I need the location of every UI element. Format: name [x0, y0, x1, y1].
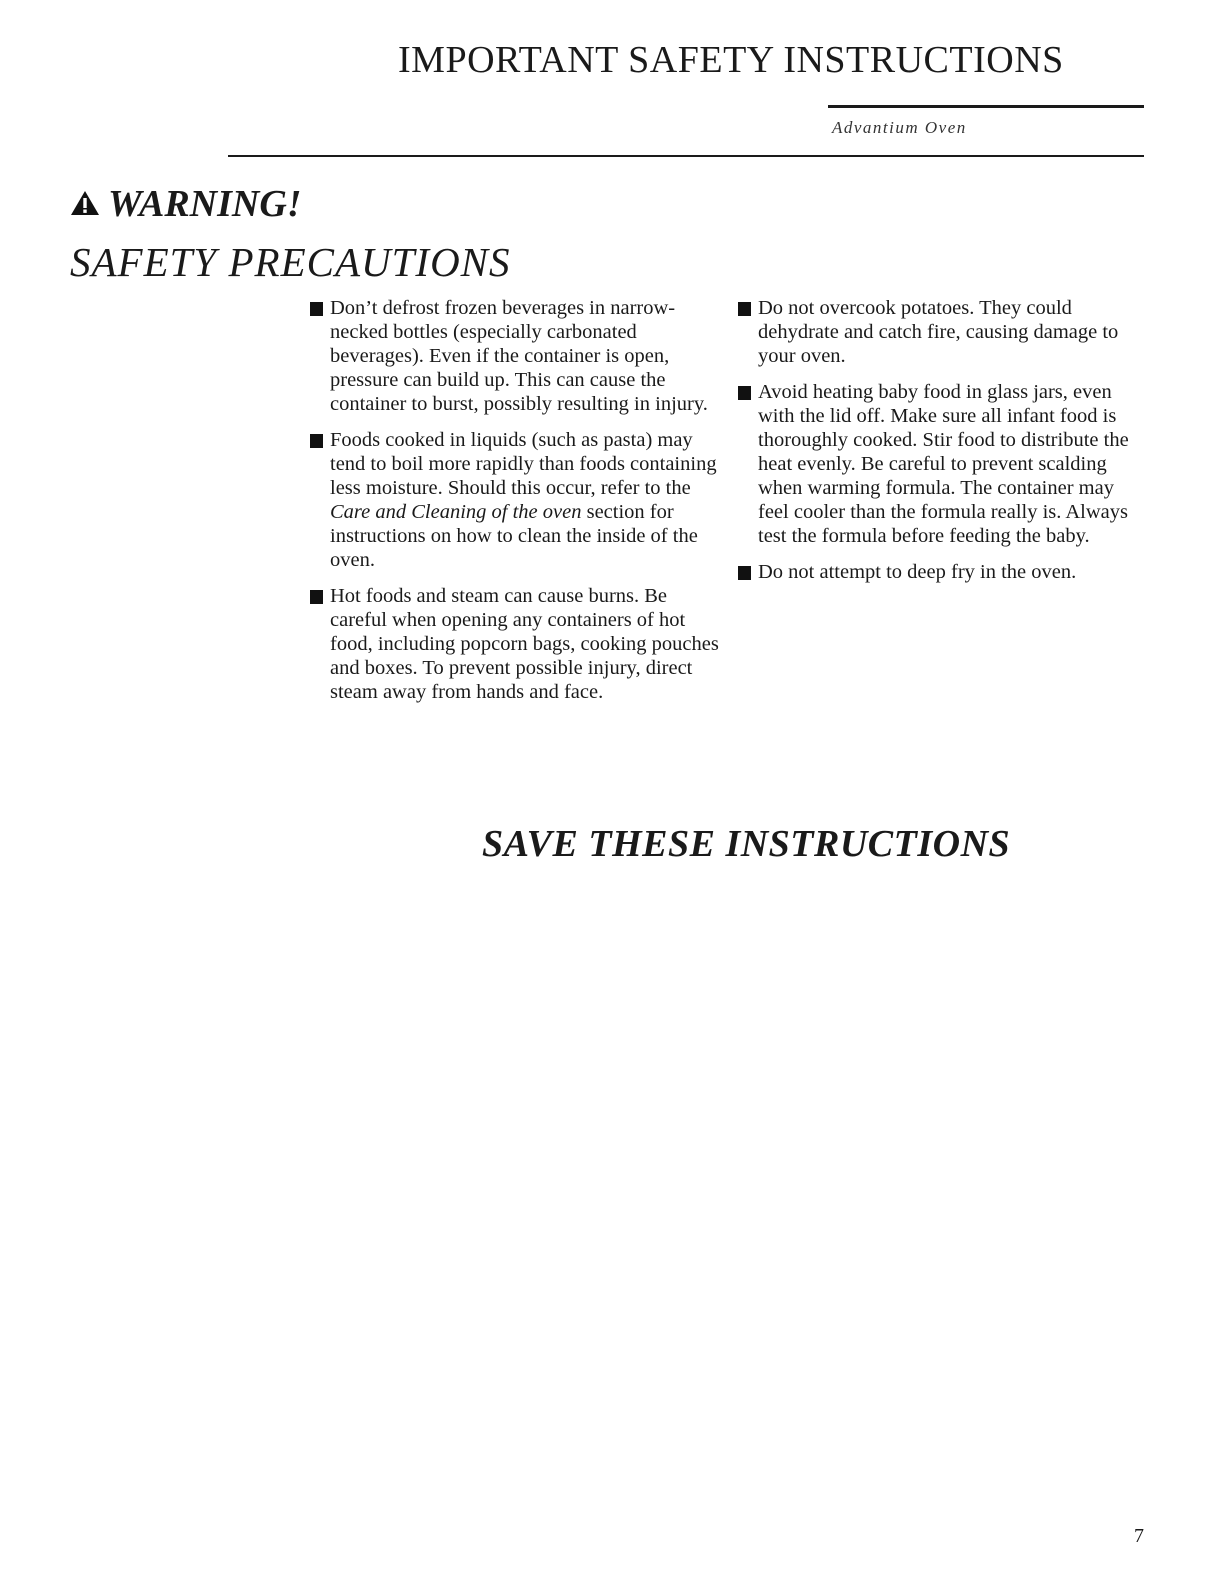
bullet-square-icon	[310, 434, 323, 448]
warning-label	[70, 182, 302, 226]
header-rule-short	[828, 105, 1144, 108]
bullet-square-icon	[738, 566, 751, 580]
warning-triangle-icon	[70, 182, 108, 226]
bullet-square-icon	[310, 302, 323, 316]
product-subtitle: Advantium Oven	[832, 118, 967, 137]
safety-item-text: Avoid heating baby food in glass jars, even with the lid off. Make sure all infant food is thoroughly cooked. Stir food to distribute the heat evenly. Be careful to prevent scalding when warming formula. The container may feel cooler than the formula really is. Always test the formula before feeding the baby.	[758, 381, 1129, 547]
safety-item-text: Do not overcook potatoes. They could dehydrate and catch fire, causing damage to your oven.	[758, 297, 1119, 367]
safety-item-text: Do not attempt to deep fry in the oven.	[758, 561, 1077, 583]
right-column	[738, 296, 1148, 596]
safety-item	[310, 584, 720, 704]
safety-item	[738, 296, 1148, 368]
header-rule-long	[228, 155, 1144, 157]
manual-section-reference: Care and Cleaning of the oven	[330, 501, 582, 523]
bullet-square-icon	[738, 386, 751, 400]
safety-item	[310, 296, 720, 416]
section-heading: SAFETY PRECAUTIONS	[70, 239, 511, 285]
safety-item	[310, 428, 720, 572]
safety-item	[738, 560, 1148, 584]
page-title: IMPORTANT SAFETY INSTRUCTIONS	[398, 39, 1064, 81]
safety-item-text: Hot foods and steam can cause burns. Be careful when opening any containers of hot food, including popcorn bags, cooking pouches and boxes. To prevent possible injury, direct steam away from hands and face.	[330, 585, 719, 703]
bullet-square-icon	[738, 302, 751, 316]
page-number: 7	[1134, 1525, 1144, 1547]
bullet-square-icon	[310, 590, 323, 604]
save-instructions-banner: SAVE THESE INSTRUCTIONS	[482, 823, 1011, 865]
safety-item-text: Don’t defrost frozen beverages in narrow-necked bottles (especially carbonated beverages). Even if the container is open, pressure can build up. This can cause the container to burst, possibly resulting in injury.	[330, 297, 708, 415]
warning-text: WARNING!	[108, 183, 302, 225]
safety-item-text: Foods cooked in liquids (such as pasta) may tend to boil more rapidly than foods containing less moisture. Should this occur, refer to the Care and Cleaning of the oven section for instructions on how to clean the inside of the oven.	[330, 429, 717, 571]
safety-item	[738, 380, 1148, 548]
left-column	[310, 296, 720, 716]
